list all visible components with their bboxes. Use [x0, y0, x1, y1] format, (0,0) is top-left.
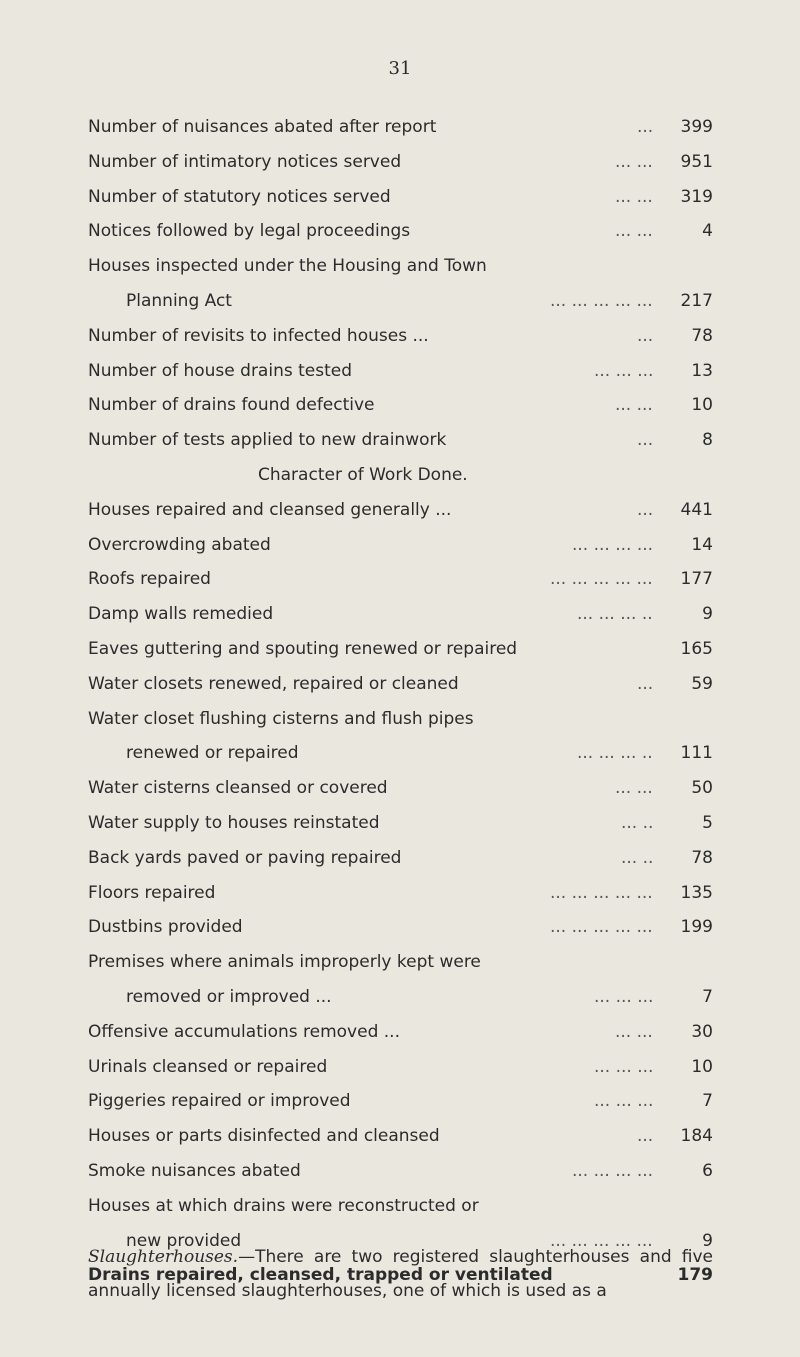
stat-value: 50 [691, 778, 713, 799]
stat-value: 217 [680, 290, 713, 311]
stat-label: Water cisterns cleansed or covered [88, 778, 388, 799]
stat-row [88, 423, 713, 458]
stat-value: 399 [680, 117, 713, 137]
stat-row [88, 319, 713, 354]
stat-value: 10 [691, 1056, 713, 1077]
stat-label: Notices followed by legal proceedings [88, 221, 411, 242]
leader-dots: ... ... ... [594, 1091, 654, 1112]
stat-value: 135 [680, 882, 713, 903]
stat-label: Number of tests applied to new drainwork [88, 430, 447, 451]
stat-value: 7 [702, 1091, 713, 1112]
stat-label: Eaves guttering and spouting renewed or repaired [88, 638, 518, 659]
stat-row [88, 841, 713, 876]
stat-label: renewed or repaired [126, 743, 299, 764]
leader-dots: ... ... ... .. [577, 604, 653, 625]
leader-dots: ... ... [615, 186, 653, 207]
stat-value: 5 [702, 812, 713, 833]
stat-value: 59 [691, 673, 713, 694]
stat-label: Smoke nuisances abated [88, 1160, 301, 1181]
stat-value: 441 [680, 499, 713, 520]
stat-row [88, 1050, 713, 1085]
leader-dots: ... ... ... ... ... [550, 882, 653, 903]
stat-row [88, 528, 713, 563]
stat-value: 6 [702, 1160, 713, 1181]
stat-label: Water closet flushing cisterns and flush pipes [88, 708, 474, 729]
stat-label: Water closets renewed, repaired or cleaned [88, 673, 459, 694]
stat-label: Number of revisits to infected houses ... [88, 325, 429, 346]
stat-value: 8 [702, 430, 713, 451]
stat-row [88, 980, 713, 1015]
stat-row [88, 910, 713, 945]
stat-label: new provided [126, 1230, 242, 1251]
leader-dots: ... ... ... ... ... [550, 917, 653, 938]
stat-row [88, 702, 713, 737]
stat-row [88, 180, 713, 215]
stat-value: 14 [691, 534, 713, 555]
stat-label: Dustbins provided [88, 917, 243, 938]
stat-label: Water supply to houses reinstated [88, 812, 380, 833]
stat-label: Houses repaired and cleansed generally ... [88, 499, 452, 520]
leader-dots: ... [637, 499, 654, 520]
stat-value: 10 [691, 395, 713, 416]
leader-dots: ... .. [621, 847, 654, 868]
stat-row [88, 493, 713, 528]
leader-dots: ... ... [615, 221, 653, 242]
stat-row [88, 562, 713, 597]
stat-row [88, 806, 713, 841]
stat-label: Houses inspected under the Housing and Town [88, 256, 487, 277]
stat-row [88, 214, 713, 249]
leader-dots: ... ... ... ... ... [550, 569, 653, 590]
stat-label: Roofs repaired [88, 569, 211, 590]
stat-value: 4 [702, 221, 713, 242]
stat-value: 78 [691, 847, 713, 868]
stat-row [88, 388, 713, 423]
leader-dots: ... ... ... ... [572, 534, 654, 555]
stat-label: Number of drains found defective [88, 395, 375, 416]
stat-value: 9 [702, 604, 713, 625]
stat-value: 9 [702, 1230, 713, 1251]
stat-label: Premises where animals improperly kept were [88, 952, 481, 973]
leader-dots: ... ... ... [594, 360, 654, 381]
stat-row [88, 249, 713, 284]
stat-label: Floors repaired [88, 882, 216, 903]
section-heading-text: Character of Work Done. [258, 464, 468, 485]
section-heading [88, 458, 713, 493]
stat-value: 177 [680, 569, 713, 590]
stat-row [88, 667, 713, 702]
stat-label: Number of nuisances abated after report [88, 117, 437, 137]
leader-dots: ... ... [615, 1021, 653, 1042]
leader-dots: ... ... ... ... [572, 1160, 654, 1181]
stat-value: 951 [680, 151, 713, 172]
stat-value: 184 [680, 1126, 713, 1147]
stat-row [88, 736, 713, 771]
stat-row [88, 354, 713, 389]
stat-label: Back yards paved or paving repaired [88, 847, 402, 868]
stat-row [88, 945, 713, 980]
stat-row [88, 876, 713, 911]
paragraph-lead: Slaughterhouses. [88, 1247, 239, 1267]
paragraph-text: —There are two registered slaughterhouses and five annually licensed slaughterhouses, one of which is used as a [88, 1247, 713, 1301]
stat-value: 165 [680, 638, 713, 659]
stat-label: Houses at which drains were reconstructed or [88, 1195, 479, 1216]
stat-value: 111 [680, 743, 713, 764]
stat-row [88, 1015, 713, 1050]
stat-label: Piggeries repaired or improved [88, 1091, 351, 1112]
stat-row [88, 1154, 713, 1189]
stat-value: 30 [691, 1021, 713, 1042]
leader-dots: ... [637, 430, 654, 451]
stat-value: 199 [680, 917, 713, 938]
leader-dots: ... ... ... ... ... [550, 290, 653, 311]
stat-value: 179 [677, 1265, 713, 1286]
stat-row [88, 145, 713, 180]
stat-label: Urinals cleansed or repaired [88, 1056, 328, 1077]
stat-value: 13 [691, 360, 713, 381]
leader-dots: ... ... [615, 151, 653, 172]
leader-dots: ... [637, 325, 654, 346]
leader-dots: ... .. [621, 812, 654, 833]
leader-dots: ... ... ... [594, 986, 654, 1007]
slaughterhouses-paragraph [88, 1240, 713, 1308]
leader-dots: ... ... ... [594, 1056, 654, 1077]
stat-value: 7 [702, 986, 713, 1007]
stat-value: 319 [680, 186, 713, 207]
stat-label: Number of statutory notices served [88, 186, 391, 207]
leader-dots: ... ... [615, 395, 653, 416]
stat-label: Number of house drains tested [88, 360, 353, 381]
stat-label: Damp walls remedied [88, 604, 274, 625]
stat-label: Overcrowding abated [88, 534, 271, 555]
statistics-list [88, 110, 713, 1293]
leader-dots: ... ... [615, 778, 653, 799]
stat-label: Number of intimatory notices served [88, 151, 402, 172]
stat-label: Offensive accumulations removed ... [88, 1021, 400, 1042]
stat-row [88, 110, 713, 145]
stat-label: removed or improved ... [126, 986, 332, 1007]
page-number: 31 [388, 58, 412, 79]
stat-label: Planning Act [126, 290, 232, 311]
stat-row [88, 597, 713, 632]
stat-label: Drains repaired, cleansed, trapped or ventilated [88, 1265, 553, 1286]
stat-row [88, 1084, 713, 1119]
stat-row [88, 284, 713, 319]
leader-dots: ... [637, 117, 654, 137]
stat-label: Houses or parts disinfected and cleansed [88, 1126, 440, 1147]
stat-value: 78 [691, 325, 713, 346]
leader-dots: ... ... ... ... ... [550, 1230, 653, 1251]
leader-dots: ... ... ... .. [577, 743, 653, 764]
leader-dots: ... [637, 1126, 654, 1147]
stat-row [88, 771, 713, 806]
stat-row [88, 632, 713, 667]
stat-row [88, 1189, 713, 1224]
stat-row [88, 1119, 713, 1154]
leader-dots: ... [637, 673, 654, 694]
